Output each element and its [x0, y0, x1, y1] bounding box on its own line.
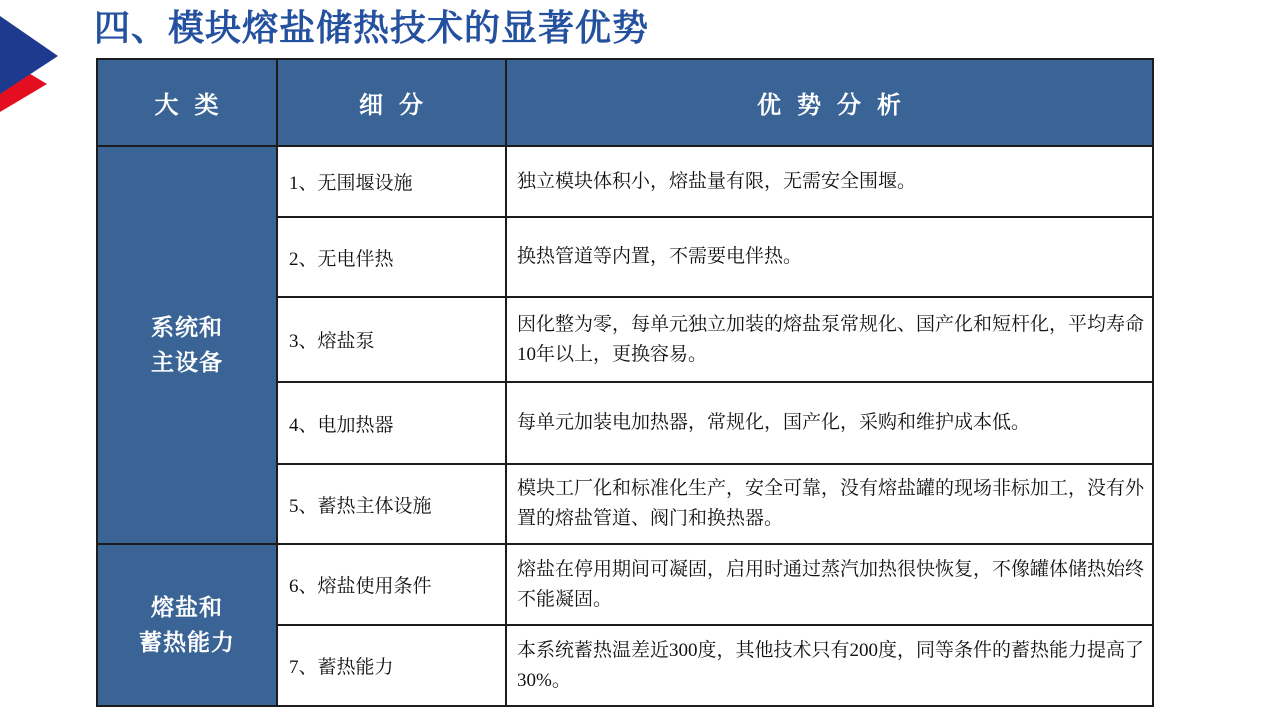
category-line: 系统和: [151, 315, 223, 340]
analysis-cell: 独立模块体积小，熔盐量有限，无需安全围堰。: [506, 146, 1153, 217]
table-row: [97, 146, 1153, 217]
header-cell-subdivision: 细 分: [277, 59, 506, 146]
advantages-table: [96, 58, 1154, 707]
analysis-cell: 本系统蓄热温差近300度，其他技术只有200度，同等条件的蓄热能力提高了30%。: [506, 625, 1153, 706]
header-cell-analysis: 优 势 分 析: [506, 59, 1153, 146]
analysis-cell: 因化整为零，每单元独立加装的熔盐泵常规化、国产化和短杆化，平均寿命10年以上，更换容易。: [506, 297, 1153, 382]
analysis-cell: 熔盐在停用期间可凝固，启用时通过蒸汽加热很快恢复，不像罐体储热始终不能凝固。: [506, 544, 1153, 625]
slide-title: 四、模块熔盐储热技术的显著优势: [94, 8, 650, 48]
subdivision-cell: 3、熔盐泵: [277, 297, 506, 382]
subdivision-cell: 4、电加热器: [277, 382, 506, 464]
analysis-cell: 模块工厂化和标准化生产，安全可靠，没有熔盐罐的现场非标加工，没有外置的熔盐管道、阀门和换热器。: [506, 464, 1153, 544]
category-line: 蓄热能力: [139, 630, 235, 655]
analysis-cell: 每单元加装电加热器，常规化，国产化，采购和维护成本低。: [506, 382, 1153, 464]
corner-arrow-decoration: [0, 0, 90, 120]
table-row: [97, 544, 1153, 625]
analysis-cell: 换热管道等内置，不需要电伴热。: [506, 217, 1153, 297]
category-line: 主设备: [151, 350, 223, 375]
header-cell-category: 大 类: [97, 59, 277, 146]
subdivision-cell: 5、蓄热主体设施: [277, 464, 506, 544]
category-cell-system-equipment: [97, 146, 277, 544]
subdivision-cell: 1、无围堰设施: [277, 146, 506, 217]
category-cell-molten-salt-capacity: [97, 544, 277, 706]
category-line: 熔盐和: [151, 595, 223, 620]
subdivision-cell: 7、蓄热能力: [277, 625, 506, 706]
table-header-row: [97, 59, 1153, 146]
subdivision-cell: 6、熔盐使用条件: [277, 544, 506, 625]
subdivision-cell: 2、无电伴热: [277, 217, 506, 297]
